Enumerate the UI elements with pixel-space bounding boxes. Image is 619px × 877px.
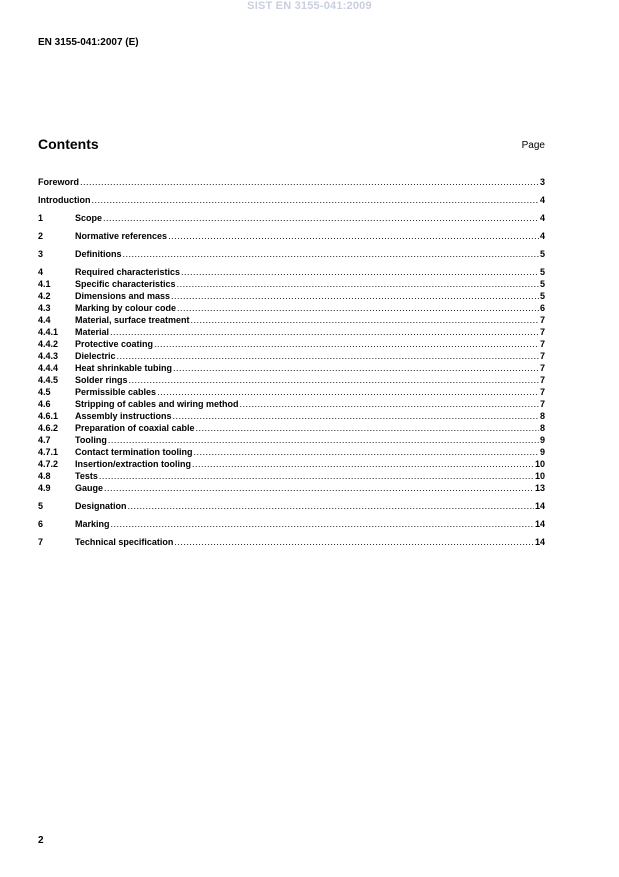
toc-dot-leader xyxy=(129,374,539,386)
toc-entry[interactable] xyxy=(38,176,545,188)
toc-dot-leader xyxy=(157,386,539,398)
toc-entry-label: Material, surface treatment xyxy=(75,315,190,325)
toc-entry[interactable] xyxy=(38,410,545,422)
toc-entry[interactable] xyxy=(38,536,545,548)
toc-entry-page: 5 xyxy=(539,291,545,301)
toc-entry-label: Heat shrinkable tubing xyxy=(75,363,173,373)
toc-entry[interactable] xyxy=(38,374,545,386)
toc-entry[interactable] xyxy=(38,278,545,290)
toc-entry[interactable] xyxy=(38,458,545,470)
toc-entry-number: 4.6.1 xyxy=(38,411,59,421)
toc-entry-page: 7 xyxy=(539,339,545,349)
toc-entry-page: 14 xyxy=(534,537,545,547)
toc-entry-number: 3 xyxy=(38,249,44,259)
toc-entry-page: 4 xyxy=(539,231,545,241)
toc-entry-page: 4 xyxy=(539,213,545,223)
toc-entry[interactable] xyxy=(38,350,545,362)
toc-entry[interactable] xyxy=(38,266,545,278)
toc-entry-page: 4 xyxy=(539,195,545,205)
toc-entry-number: 4.8 xyxy=(38,471,51,481)
toc-entry-label: Technical specification xyxy=(75,537,174,547)
toc-entry-label: Designation xyxy=(75,501,127,511)
toc-entry-number: 4.5 xyxy=(38,387,51,397)
toc-dot-leader xyxy=(191,314,539,326)
toc-entry-page: 13 xyxy=(534,483,545,493)
table-of-contents xyxy=(38,176,545,548)
toc-dot-leader xyxy=(196,422,539,434)
toc-entry-label: Specific characteristics xyxy=(75,279,176,289)
toc-dot-leader xyxy=(181,266,539,278)
toc-dot-leader xyxy=(104,482,534,494)
toc-entry-label: Foreword xyxy=(38,177,80,187)
toc-entry-number: 4.1 xyxy=(38,279,51,289)
toc-entry-number: 4.6 xyxy=(38,399,51,409)
toc-entry-label: Introduction xyxy=(38,195,91,205)
page-column-heading: Page xyxy=(521,140,545,151)
toc-entry-label: Contact termination tooling xyxy=(75,447,193,457)
toc-entry[interactable] xyxy=(38,422,545,434)
toc-entry-number: 4.4.1 xyxy=(38,327,59,337)
toc-entry[interactable] xyxy=(38,482,545,494)
toc-dot-leader xyxy=(111,518,534,530)
toc-entry-label: Required characteristics xyxy=(75,267,181,277)
toc-entry[interactable] xyxy=(38,434,545,446)
toc-entry-number: 4.4 xyxy=(38,315,51,325)
toc-entry-label: Normative references xyxy=(75,231,168,241)
watermark-text: SIST EN 3155-041:2009 xyxy=(247,0,372,12)
toc-entry-number: 4.6.2 xyxy=(38,423,59,433)
toc-entry-label: Dimensions and mass xyxy=(75,291,171,301)
toc-entry-page: 5 xyxy=(539,249,545,259)
toc-entry-number: 1 xyxy=(38,213,44,223)
toc-entry-label: Tests xyxy=(75,471,98,481)
toc-entry-label: Gauge xyxy=(75,483,104,493)
toc-entry-number: 6 xyxy=(38,519,44,529)
toc-dot-leader xyxy=(168,230,539,242)
toc-entry-number: 4.7.2 xyxy=(38,459,59,469)
toc-entry-number: 4.7.1 xyxy=(38,447,59,457)
toc-entry-page: 8 xyxy=(539,423,545,433)
toc-dot-leader xyxy=(110,326,539,338)
toc-entry-number: 4.7 xyxy=(38,435,51,445)
toc-dot-leader xyxy=(103,212,539,224)
toc-entry-page: 5 xyxy=(539,267,545,277)
toc-entry-page: 7 xyxy=(539,315,545,325)
toc-entry[interactable] xyxy=(38,500,545,512)
contents-title: Contents xyxy=(38,136,99,152)
toc-entry-page: 5 xyxy=(539,279,545,289)
toc-entry-label: Stripping of cables and wiring method xyxy=(75,399,239,409)
toc-dot-leader xyxy=(173,410,539,422)
toc-dot-leader xyxy=(154,338,539,350)
toc-entry-page: 7 xyxy=(539,327,545,337)
toc-entry-page: 6 xyxy=(539,303,545,313)
document-id: EN 3155-041:2007 (E) xyxy=(38,37,139,48)
toc-entry[interactable] xyxy=(38,398,545,410)
toc-entry-number: 4.4.3 xyxy=(38,351,59,361)
page-number: 2 xyxy=(38,835,44,846)
toc-entry[interactable] xyxy=(38,386,545,398)
toc-entry-number: 4.4.2 xyxy=(38,339,59,349)
toc-entry[interactable] xyxy=(38,446,545,458)
toc-entry-page: 14 xyxy=(534,519,545,529)
toc-entry-page: 7 xyxy=(539,375,545,385)
toc-entry-page: 10 xyxy=(534,471,545,481)
toc-entry-page: 3 xyxy=(539,177,545,187)
toc-entry-page: 7 xyxy=(539,351,545,361)
toc-dot-leader xyxy=(173,362,539,374)
toc-entry[interactable] xyxy=(38,518,545,530)
toc-entry[interactable] xyxy=(38,194,545,206)
toc-entry[interactable] xyxy=(38,338,545,350)
toc-entry-label: Scope xyxy=(75,213,103,223)
toc-dot-leader xyxy=(194,446,539,458)
toc-dot-leader xyxy=(192,458,534,470)
toc-entry-page: 9 xyxy=(539,447,545,457)
toc-entry[interactable] xyxy=(38,362,545,374)
toc-entry-label: Marking xyxy=(75,519,110,529)
toc-entry-label: Dielectric xyxy=(75,351,116,361)
toc-entry-page: 10 xyxy=(534,459,545,469)
toc-dot-leader xyxy=(92,194,539,206)
toc-dot-leader xyxy=(117,350,539,362)
toc-dot-leader xyxy=(174,536,534,548)
toc-entry[interactable] xyxy=(38,302,545,314)
toc-entry-label: Permissible cables xyxy=(75,387,157,397)
toc-entry-number: 7 xyxy=(38,537,44,547)
toc-entry-page: 7 xyxy=(539,399,545,409)
toc-entry[interactable] xyxy=(38,326,545,338)
toc-entry-label: Protective coating xyxy=(75,339,154,349)
toc-entry[interactable] xyxy=(38,470,545,482)
toc-dot-leader xyxy=(177,302,539,314)
toc-dot-leader xyxy=(128,500,534,512)
toc-entry-number: 4.2 xyxy=(38,291,51,301)
toc-entry-number: 5 xyxy=(38,501,44,511)
toc-dot-leader xyxy=(171,290,539,302)
toc-dot-leader xyxy=(177,278,539,290)
toc-entry-label: Solder rings xyxy=(75,375,128,385)
toc-entry-page: 14 xyxy=(534,501,545,511)
toc-entry[interactable] xyxy=(38,314,545,326)
toc-entry[interactable] xyxy=(38,230,545,242)
toc-entry-number: 2 xyxy=(38,231,44,241)
toc-entry-label: Insertion/extraction tooling xyxy=(75,459,192,469)
toc-entry[interactable] xyxy=(38,248,545,260)
toc-entry[interactable] xyxy=(38,212,545,224)
toc-dot-leader xyxy=(123,248,539,260)
toc-entry-label: Marking by colour code xyxy=(75,303,177,313)
toc-entry-label: Tooling xyxy=(75,435,107,445)
toc-entry-label: Assembly instructions xyxy=(75,411,172,421)
toc-dot-leader xyxy=(99,470,534,482)
toc-entry-page: 7 xyxy=(539,387,545,397)
toc-dot-leader xyxy=(108,434,539,446)
toc-entry-number: 4.9 xyxy=(38,483,51,493)
toc-entry-number: 4 xyxy=(38,267,44,277)
toc-entry-page: 7 xyxy=(539,363,545,373)
toc-entry-number: 4.4.5 xyxy=(38,375,59,385)
toc-entry[interactable] xyxy=(38,290,545,302)
toc-entry-page: 8 xyxy=(539,411,545,421)
toc-entry-label: Definitions xyxy=(75,249,122,259)
toc-entry-number: 4.3 xyxy=(38,303,51,313)
toc-entry-label: Preparation of coaxial cable xyxy=(75,423,195,433)
toc-dot-leader xyxy=(240,398,539,410)
toc-entry-label: Material xyxy=(75,327,110,337)
toc-entry-page: 9 xyxy=(539,435,545,445)
toc-entry-number: 4.4.4 xyxy=(38,363,59,373)
toc-dot-leader xyxy=(80,176,539,188)
